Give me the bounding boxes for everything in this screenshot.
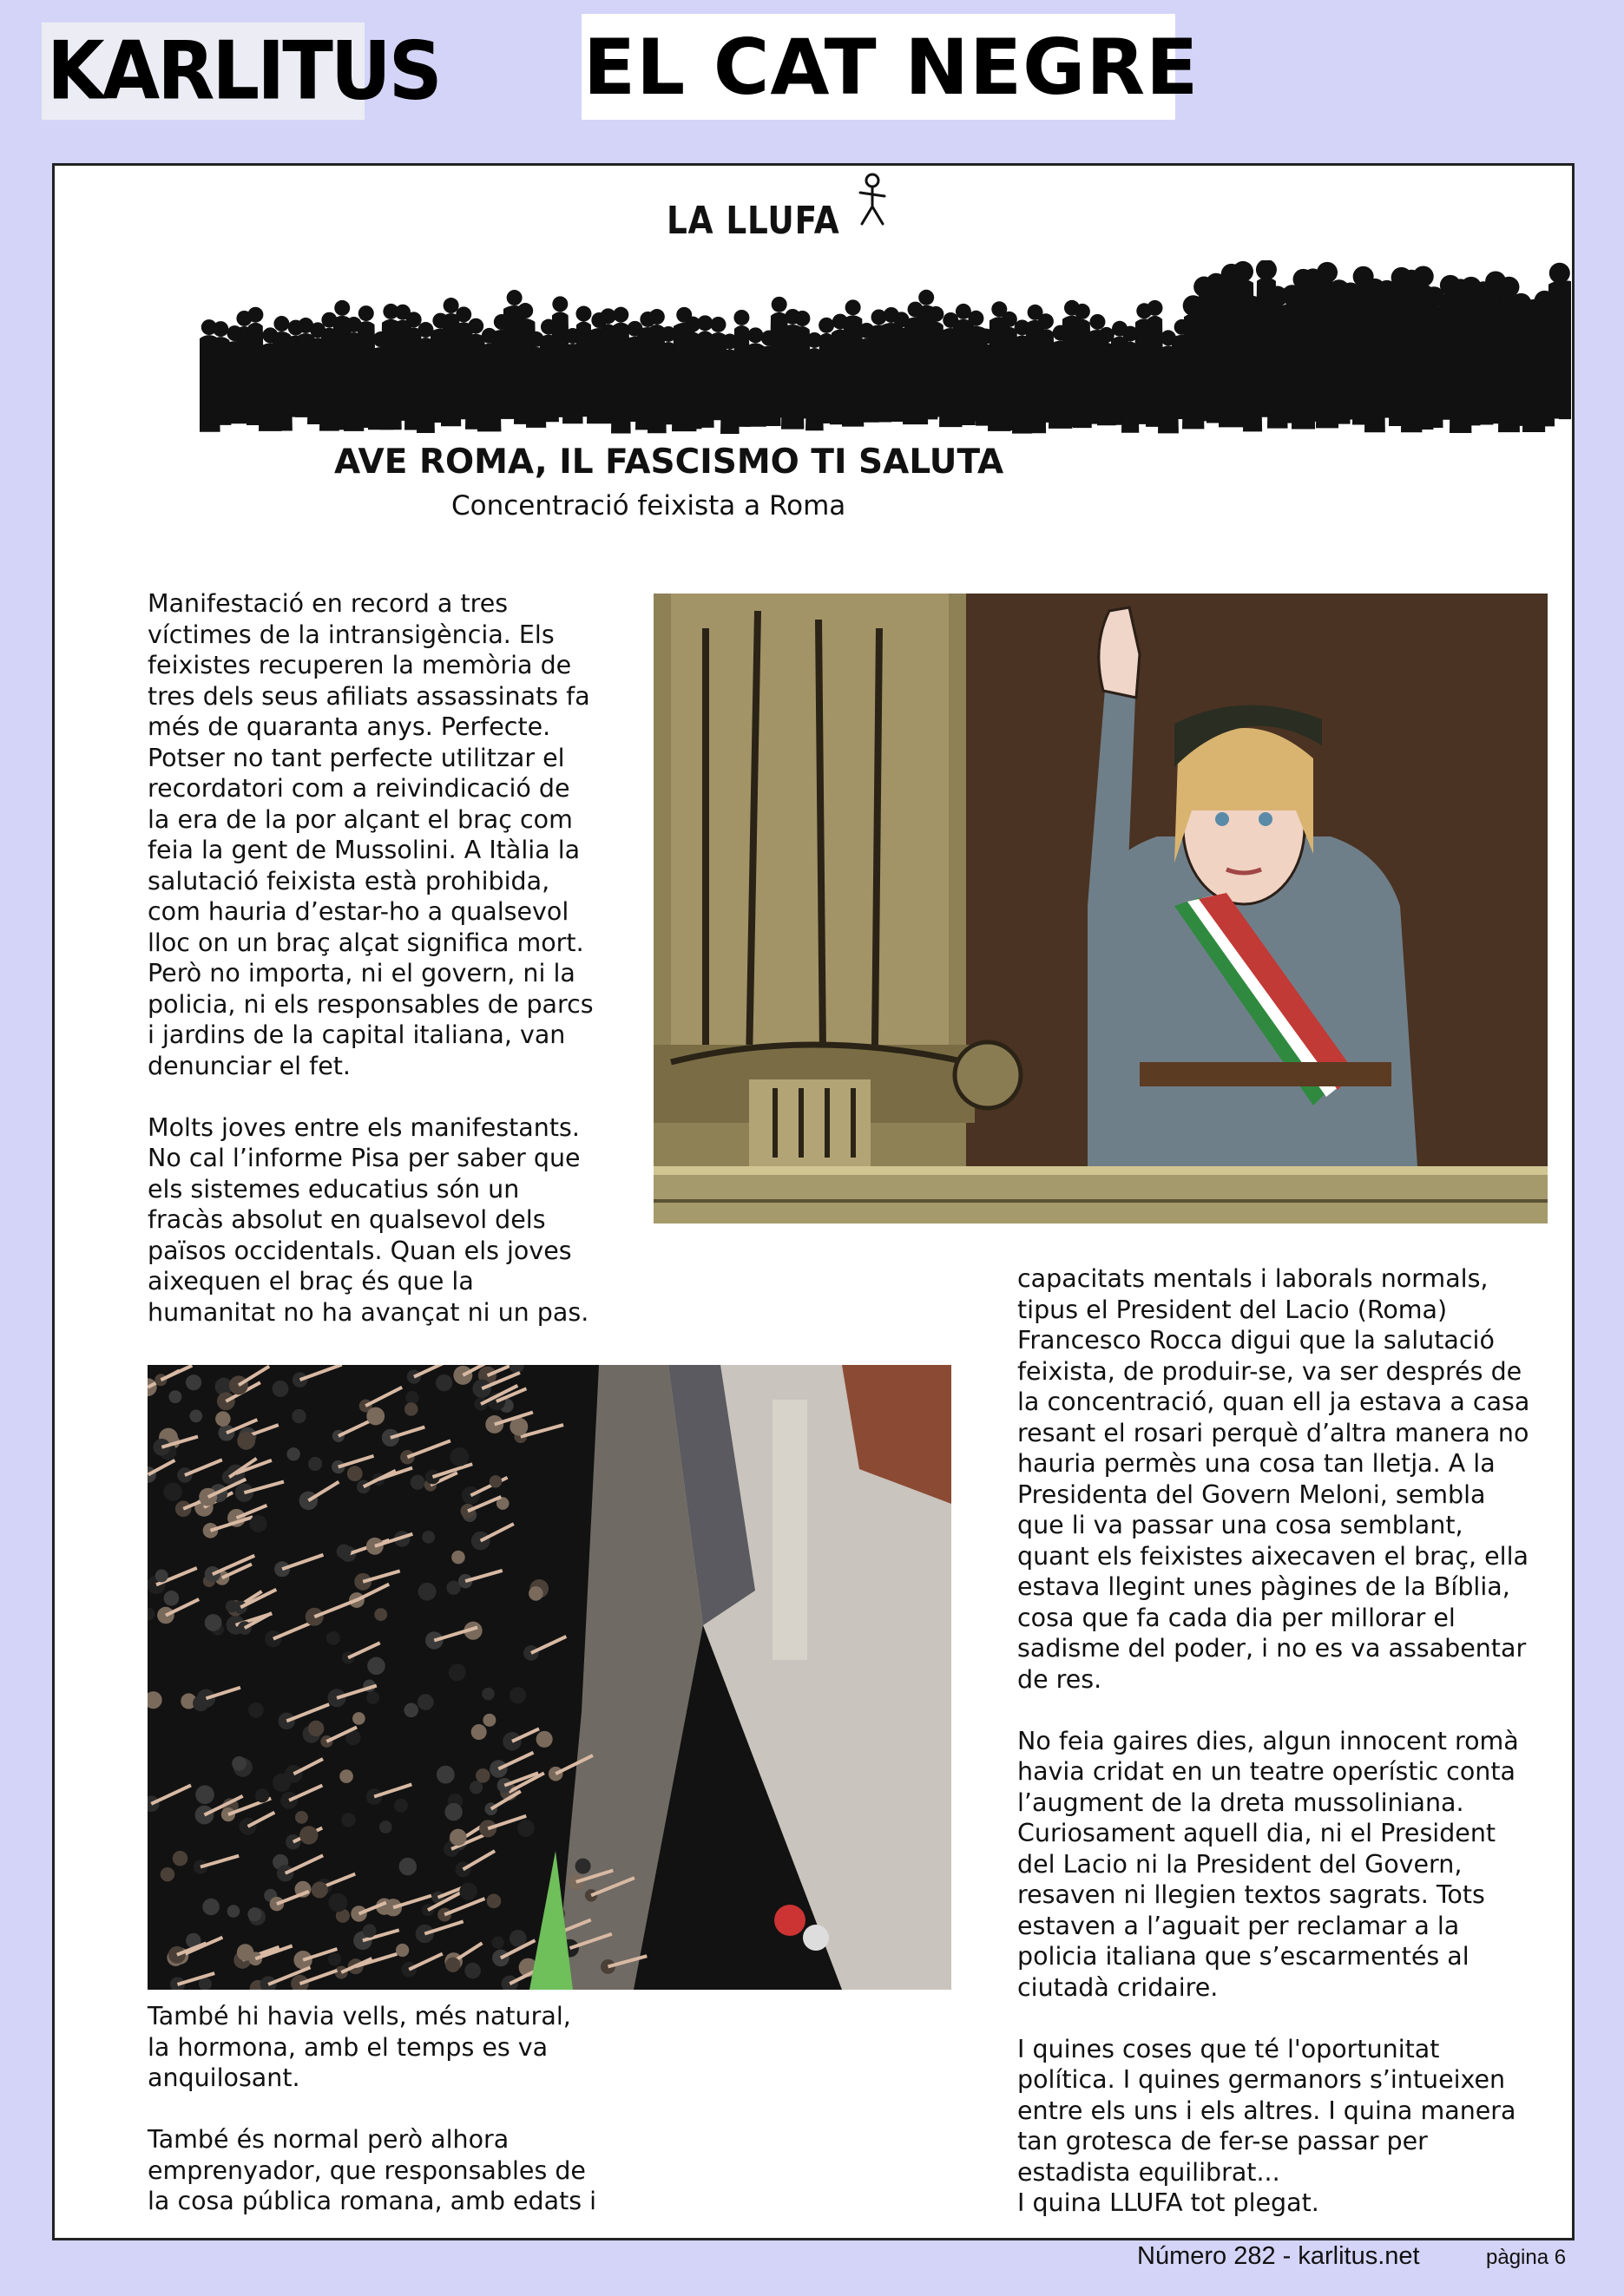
paragraph: No feia gaires dies, algun innocent romà havia cridat en un teatre operístic conta l’augment de la dreta mussoliniana. Curiosament aquell dia, ni el President del Lacio ni la President del Govern, resaven ni llegien textos sagrats. Tots estaven a l’aguait per reclamar a la policia italiana que s’escarmentés al ciutadà cridaire. [1017,1726,1519,2002]
article-column-left-bottom [148,2001,616,2217]
article-column-right [1017,1263,1555,2219]
el-cat-negre-logo-text: EL CAT NEGRE [583,22,1200,112]
footer-issue: Número 282 - karlitus.net [1137,2242,1420,2270]
paragraph: capacitats mentals i laborals normals, tipus el President del Lacio (Roma) Francesco Rocca digui que la salutació feixista, de produir-se, va ser després de la concentració, quan ell ja estava a casa resant el rosari perquè d’altra manera no hauria permès una cosa tan lletja. A la Presidenta del Govern Meloni, sembla que li va passar una cosa semblant, quant els feixistes aixecaven el braç, ella estava llegint unes pàgines de la Bíblia, cosa que fa cada dia per millorar el sadisme del poder, i no es va assabentar de res. [1017,1264,1530,1694]
caricature-illustration [654,594,1548,1223]
article-subhead: Concentració feixista a Roma [451,490,846,522]
llufa-doll-icon [855,172,890,227]
karlitus-logo-text: KARLITUS [47,23,440,118]
paragraph: També hi havia vells, més natural, la hormona, amb el temps es va anquilosant. [148,2002,571,2092]
paragraph: Molts joves entre els manifestants. No cal l’informe Pisa per saber que els sistemes educatius són un fracàs absolut en qualsevol dels països occidentals. Quan els joves aixequen el braç és que la humanitat no ha avançat ni un pas. [148,1112,589,1327]
article-headline: AVE ROMA, IL FASCISMO TI SALUTA [334,443,1004,482]
paragraph: També és normal però alhora emprenyador, que responsables de la cosa pública romana, amb edats i [148,2125,597,2215]
la-llufa-logo-text: LA LLUFA [667,199,840,243]
paragraph: Manifestació en record a tres víctimes de la intransigència. Els feixistes recuperen la memòria de tres dels seus afiliats assassinats fa més de quaranta anys. Perfecte. Potser no tant perfecte utilitzar el recordatori com a reivindicació de la era de la por alçant el braç com feia la gent de Mussolini. A Itàlia la salutació feixista està prohibida, com hauria d’estar-ho a qualsevol lloc on un braç alçat significa mort. Però no importa, ni el govern, ni la policia, ni els responsables de parcs i jardins de la capital italiana, van denunciar el fet. [148,589,594,1080]
article-column-left-top [148,588,616,1328]
crowd-saluting-photo [148,1365,951,1990]
la-llufa-section-logo [667,174,890,243]
el-cat-negre-logo [582,14,1200,120]
karlitus-logo [42,23,440,120]
paragraph: I quines coses que té l'oportunitat política. I quines germanors s’intueixen entre els uns i els altres. I quina manera tan grotesca de fer-se passar per estadista equilibrat... I quina LLUFA tot plegat. [1017,2034,1516,2217]
crowd-silhouette-banner [200,260,1571,443]
footer-page-number: pàgina 6 [1486,2246,1567,2269]
